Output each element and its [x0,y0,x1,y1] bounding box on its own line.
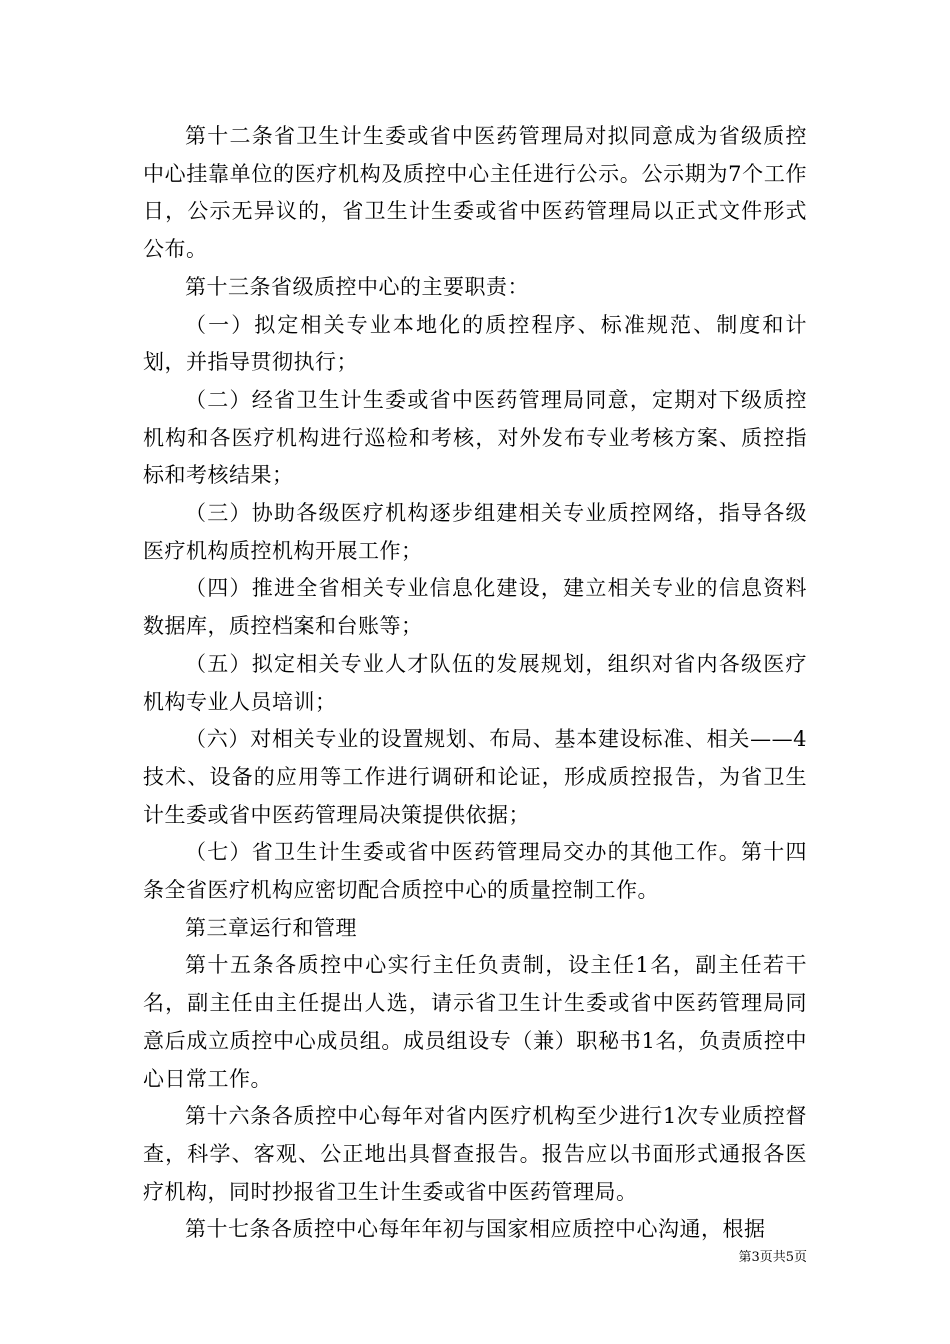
chapter-heading: 第三章运行和管理 [185,915,357,940]
paragraph-article-12: 第十二条省卫生计生委或省中医药管理局对拟同意成为省级质控中心挂靠单位的医疗机构及质控中心主任进行公示。公示期为7个工作日，公示无异议的，省卫生计生委或省中医药管理局以正式文件形式公布。 [143,124,807,262]
page-number: 第3页共5页 [738,1250,807,1265]
paragraph-duty-6: （六）对相关专业的设置规划、布局、基本建设标准、相关——4技术、设备的应用等工作进行调研和论证，形成质控报告，为省卫生计生委或省中医药管理局决策提供依据； [143,727,807,827]
paragraph-article-16: 第十六条各质控中心每年对省内医疗机构至少进行1次专业质控督查，科学、客观、公正地出具督查报告。报告应以书面形式通报各医疗机构，同时抄报省卫生计生委或省中医药管理局。 [143,1104,807,1204]
paragraph-duty-7: （七）省卫生计生委或省中医药管理局交办的其他工作。第十四条全省医疗机构应密切配合质控中心的质量控制工作。 [143,840,807,903]
paragraph-article-17: 第十七条各质控中心每年年初与国家相应质控中心沟通，根据 [185,1217,766,1242]
paragraph-duty-1: （一）拟定相关专业本地化的质控程序、标准规范、制度和计划，并指导贯彻执行； [143,312,807,375]
paragraph-article-13: 第十三条省级质控中心的主要职责： [185,274,529,299]
paragraph-duty-4: （四）推进全省相关专业信息化建设，建立相关专业的信息资料数据库，质控档案和台账等； [143,576,807,639]
paragraph-article-15: 第十五条各质控中心实行主任负责制，设主任1名，副主任若干名，副主任由主任提出人选，请示省卫生计生委或省中医药管理局同意后成立质控中心成员组。成员组设专（兼）职秘书1名，负责质控中心日常工作。 [143,953,807,1091]
paragraph-duty-3: （三）协助各级医疗机构逐步组建相关专业质控网络，指导各级医疗机构质控机构开展工作； [143,501,807,563]
document-body [143,118,807,1249]
paragraph-duty-2: （二）经省卫生计生委或省中医药管理局同意，定期对下级质控机构和各医疗机构进行巡检和考核，对外发布专业考核方案、质控指标和考核结果； [143,387,807,488]
paragraph-duty-5: （五）拟定相关专业人才队伍的发展规划，组织对省内各级医疗机构专业人员培训； [143,651,807,714]
